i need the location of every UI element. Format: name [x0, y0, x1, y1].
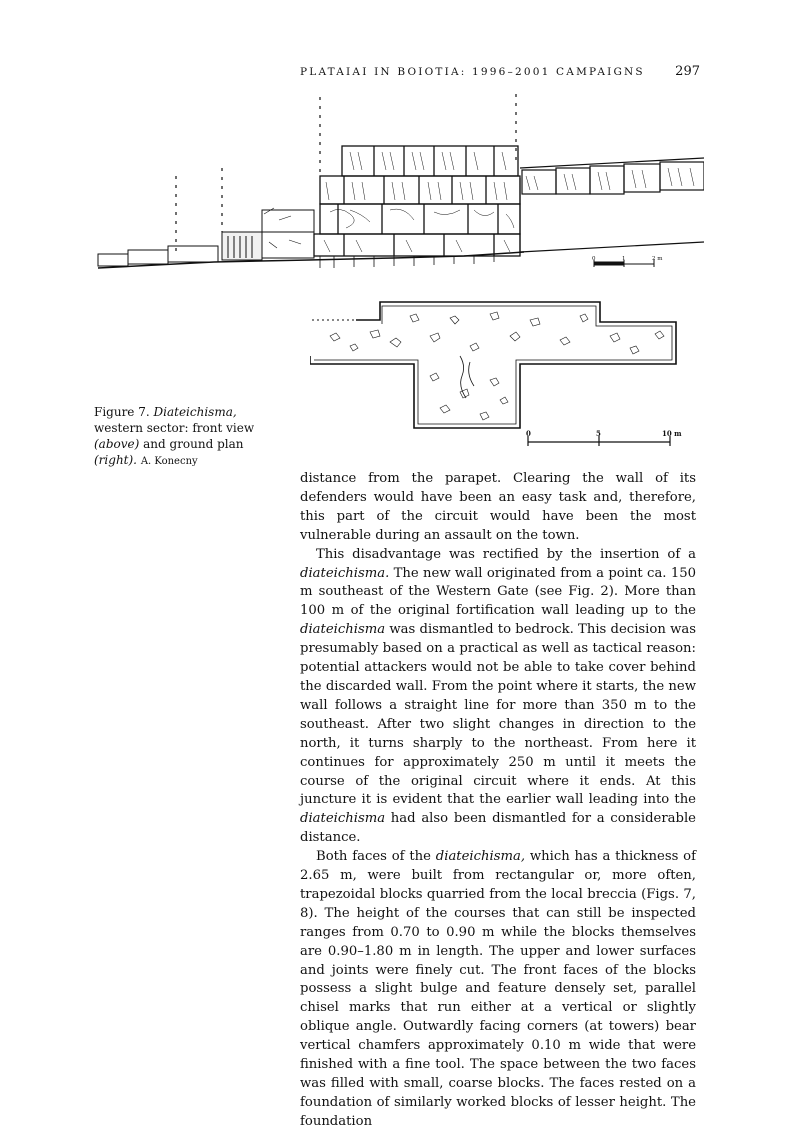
scale-top-label-2: 2 m — [652, 256, 663, 262]
caption-text-2: and ground plan — [139, 437, 244, 451]
paragraph-2 — [300, 546, 696, 849]
p3-b: diateichisma, — [435, 849, 526, 865]
p2-a: This disadvantage was rectified by the insertion of a — [316, 546, 696, 562]
page-number: 297 — [675, 64, 700, 79]
rubble-fill — [330, 312, 664, 420]
right-wall — [520, 158, 704, 252]
paragraph-3 — [300, 848, 696, 1132]
p2-g: had also been dismantled for a considerable distance. — [300, 811, 696, 846]
caption-credit: A. Konecny — [140, 456, 198, 467]
p2-d: diateichisma — [300, 622, 386, 638]
front-view-drawing — [94, 92, 704, 276]
scale-top-label-0: 0 — [592, 256, 596, 262]
caption-text-1: western sector: front view — [94, 421, 255, 435]
p3-c: which has a thickness of 2.65 m, were built from rectangular or, more often, trapezoidal blocks quarried from the local breccia (Figs. 7, 8). The height of the courses that can still be inspected ranges from 0.70 to 0.90 m while the blocks themselves are 0.90–1.80 m in length. The upper and lower surfaces and joints were finely cut. The front faces of the blocks possess a slight bulge and feature densely set, parallel chisel marks that run either at a vertical or slightly oblique angle. Outwardly facing corners (at towers) bear vertical chamfers approximately 0.10 m wide that were finished with a fine tool. The space between the two faces was filled with small, coarse blocks. The faces rested on a foundation of similarly worked blocks of lesser height. The foundation — [300, 849, 696, 1129]
p2-b: diateichisma. — [300, 565, 390, 581]
plan-inner-outline — [314, 306, 672, 424]
p2-f: diateichisma — [300, 811, 386, 827]
scale-plan-label-1: 5 — [596, 429, 601, 438]
p3-a: Both faces of the — [316, 849, 436, 865]
low-steps — [98, 208, 314, 266]
scale-plan-label-2: 10 m — [662, 429, 682, 438]
guide-lines — [176, 94, 516, 252]
caption-label: Figure 7. — [94, 405, 150, 419]
ground-plan-drawing — [310, 296, 700, 456]
plan-outline — [310, 302, 676, 428]
body-text — [300, 470, 696, 1132]
p2-c: The new wall originated from a point ca. 150 m southeast of the Western Gate (see Fig. 2). More than 100 m of the original fortification wall leading up to the — [300, 565, 696, 619]
tower-masonry — [314, 146, 520, 268]
running-title: PLATAIAI IN BOIOTIA: 1996–2001 CAMPAIGNS — [300, 66, 645, 78]
caption-right: (right). — [94, 453, 137, 467]
caption-above: (above) — [94, 437, 140, 451]
ground-line — [98, 252, 524, 268]
scale-top-label-1: 1 — [622, 256, 626, 262]
caption-title: Diateichisma, — [153, 405, 237, 419]
scale-plan-label-0: 0 — [526, 429, 531, 438]
p2-e: was dismantled to bedrock. This decision was presumably based on a practical as well as tactical reason: potential attackers would not be able to take cover behind the discarded wall. From the point where it starts, the new wall follows a straight line for more than 350 m to the southeast. After two slight changes in direction to the north, it turns sharply to the northeast. From here it continues for approximately 250 m until it meets the course of the original circuit where it ends. At this juncture it is evident that the earlier wall leading into the — [300, 622, 696, 808]
running-head — [300, 64, 700, 82]
figure-caption — [94, 404, 284, 470]
paragraph-1: distance from the parapet. Clearing the wall of its defenders would have been an easy task and, therefore, this part of the circuit would have been the most vulnerable during an assault on the town. — [300, 471, 696, 543]
